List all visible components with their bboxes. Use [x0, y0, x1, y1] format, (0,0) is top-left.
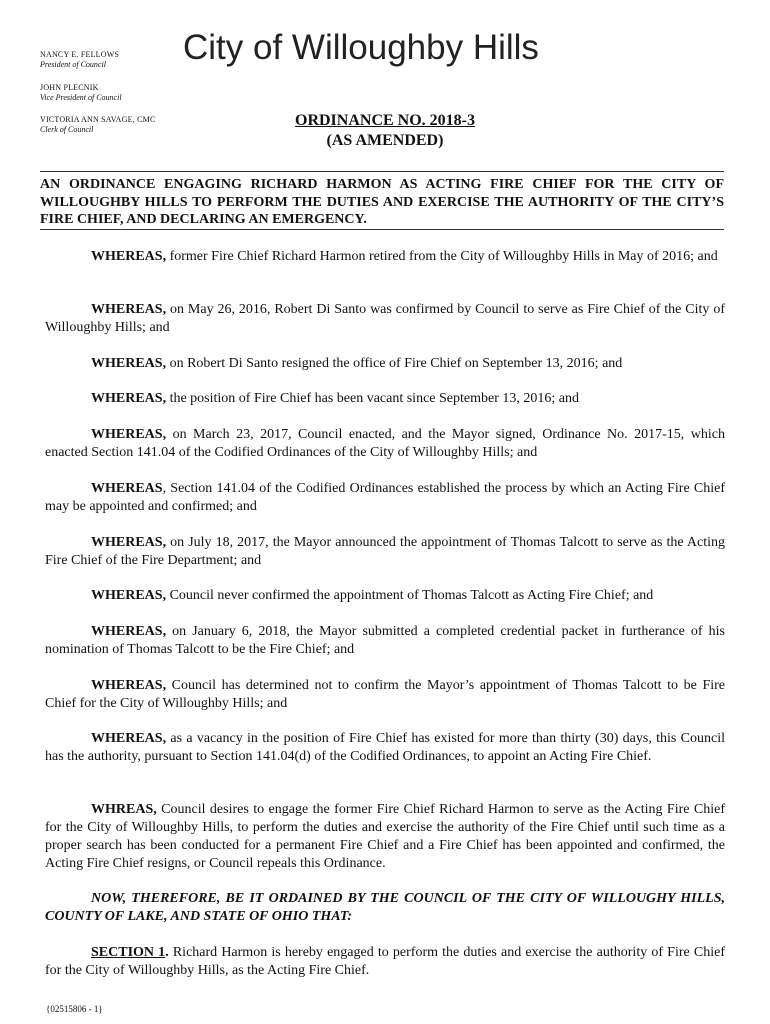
- whereas-clause: [45, 677, 725, 713]
- whereas-text: , Section 141.04 of the Codified Ordinances established the process by which an Acting Fire Chief may be appointed and confirmed; and: [45, 481, 725, 514]
- caption-bottom-rule: [40, 229, 724, 230]
- whereas-lead: WHEREAS,: [91, 249, 167, 264]
- whereas-lead: WHEREAS,: [91, 391, 167, 406]
- section-text: Richard Harmon is hereby engaged to perform the duties and exercise the authority of Fire Chief for the City of Willoughby Hills, as the Acting Fire Chief.: [45, 945, 725, 978]
- whereas-lead: WHEREAS,: [91, 302, 167, 317]
- whereas-clause: [45, 426, 725, 462]
- whereas-clause: [45, 390, 725, 408]
- whereas-lead: WHEREAS: [91, 481, 163, 496]
- officer-title: Vice President of Council: [40, 93, 122, 102]
- whereas-clause: [45, 248, 725, 266]
- officer-name: VICTORIA ANN SAVAGE, CMC: [40, 115, 156, 124]
- officer-title: Clerk of Council: [40, 125, 94, 134]
- whereas-text: on July 18, 2017, the Mayor announced the appointment of Thomas Talcott to serve as the Acting Fire Chief of the Fire Department; and: [45, 535, 725, 568]
- whereas-lead: WHEREAS,: [91, 588, 167, 603]
- whereas-lead: WHEREAS,: [91, 427, 167, 442]
- whereas-text: Council never confirmed the appointment of Thomas Talcott as Acting Fire Chief; and: [166, 588, 654, 603]
- document-id-footer: {02515806 - 1}: [46, 1004, 103, 1014]
- whereas-lead: WHEREAS,: [91, 624, 167, 639]
- whereas-text: as a vacancy in the position of Fire Chief has existed for more than thirty (30) days, this Council has the authority, pursuant to Section 141.04(d) of the Codified Ordinances, to appoint an Acting Fire Chief.: [45, 731, 725, 764]
- whereas-text: former Fire Chief Richard Harmon retired from the City of Willoughby Hills in May of 2016; and: [166, 249, 718, 264]
- whereas-text: the position of Fire Chief has been vacant since September 13, 2016; and: [166, 391, 579, 406]
- whereas-text: on March 23, 2017, Council enacted, and the Mayor signed, Ordinance No. 2017-15, which enacted Section 141.04 of the Codified Ordinances of the City of Willoughby Hills; and: [45, 427, 725, 460]
- officer-block-president: [40, 50, 119, 70]
- whereas-lead: WHEREAS,: [91, 535, 167, 550]
- ordinance-caption: AN ORDINANCE ENGAGING RICHARD HARMON AS ACTING FIRE CHIEF FOR THE CITY OF WILLOUGHBY HILLS TO PERFORM THE DUTIES AND EXERCISE THE AUTHORITY OF THE CITY’S FIRE CHIEF, AND DECLARING AN EMERGENCY.: [40, 177, 724, 227]
- ordain-clause: NOW, THEREFORE, BE IT ORDAINED BY THE COUNCIL OF THE CITY OF WILLOUGHY HILLS, COUNTY OF LAKE, AND STATE OF OHIO THAT:: [45, 891, 725, 924]
- section-label: SECTION 1: [91, 945, 166, 960]
- whereas-clause: [45, 534, 725, 570]
- officer-name: NANCY E. FELLOWS: [40, 50, 120, 59]
- whereas-clause: [45, 730, 725, 766]
- whereas-text: on Robert Di Santo resigned the office of Fire Chief on September 13, 2016; and: [166, 356, 623, 371]
- whereas-lead: WHREAS,: [91, 802, 157, 817]
- caption-top-rule: [40, 171, 724, 172]
- ordinance-heading: [250, 111, 520, 151]
- officer-block-clerk: [40, 115, 156, 135]
- city-title: City of Willoughby Hills: [183, 28, 539, 67]
- ordinance-status: (AS AMENDED): [326, 132, 444, 149]
- section-1: [45, 944, 725, 980]
- whereas-lead: WHEREAS,: [91, 356, 167, 371]
- whereas-text: Council desires to engage the former Fire Chief Richard Harmon to serve as the Acting Fire Chief for the City of Willoughby Hills, to perform the duties and exercise the authority of the Fire Chief until such time as a proper search has been conducted for a permanent Fire Chief and a Fire Chief has been appointed and confirmed, the Acting Fire Chief resigns, or Council repeals this Ordinance.: [45, 802, 725, 871]
- section-label-punct: .: [165, 945, 169, 960]
- whereas-clause: [45, 623, 725, 659]
- ordinance-number: ORDINANCE NO. 2018-3: [295, 112, 475, 129]
- whereas-text: on January 6, 2018, the Mayor submitted a completed credential packet in furtherance of his nomination of Thomas Talcott to be the Fire Chief; and: [45, 624, 725, 657]
- whereas-clause: [45, 801, 725, 873]
- whereas-clause: [45, 587, 725, 605]
- whereas-text: Council has determined not to confirm the Mayor’s appointment of Thomas Talcott to be Fire Chief for the City of Willoughby Hills; and: [45, 678, 725, 711]
- officer-name: JOHN PLECNIK: [40, 83, 99, 92]
- whereas-lead: WHEREAS,: [91, 678, 167, 693]
- whereas-clause: [45, 480, 725, 516]
- whereas-lead: WHEREAS,: [91, 731, 167, 746]
- whereas-text: on May 26, 2016, Robert Di Santo was confirmed by Council to serve as Fire Chief of the City of Willoughby Hills; and: [45, 302, 725, 335]
- officer-title: President of Council: [40, 60, 106, 69]
- whereas-clause: [45, 301, 725, 337]
- officer-block-vice-president: [40, 83, 122, 103]
- whereas-clause: [45, 355, 725, 373]
